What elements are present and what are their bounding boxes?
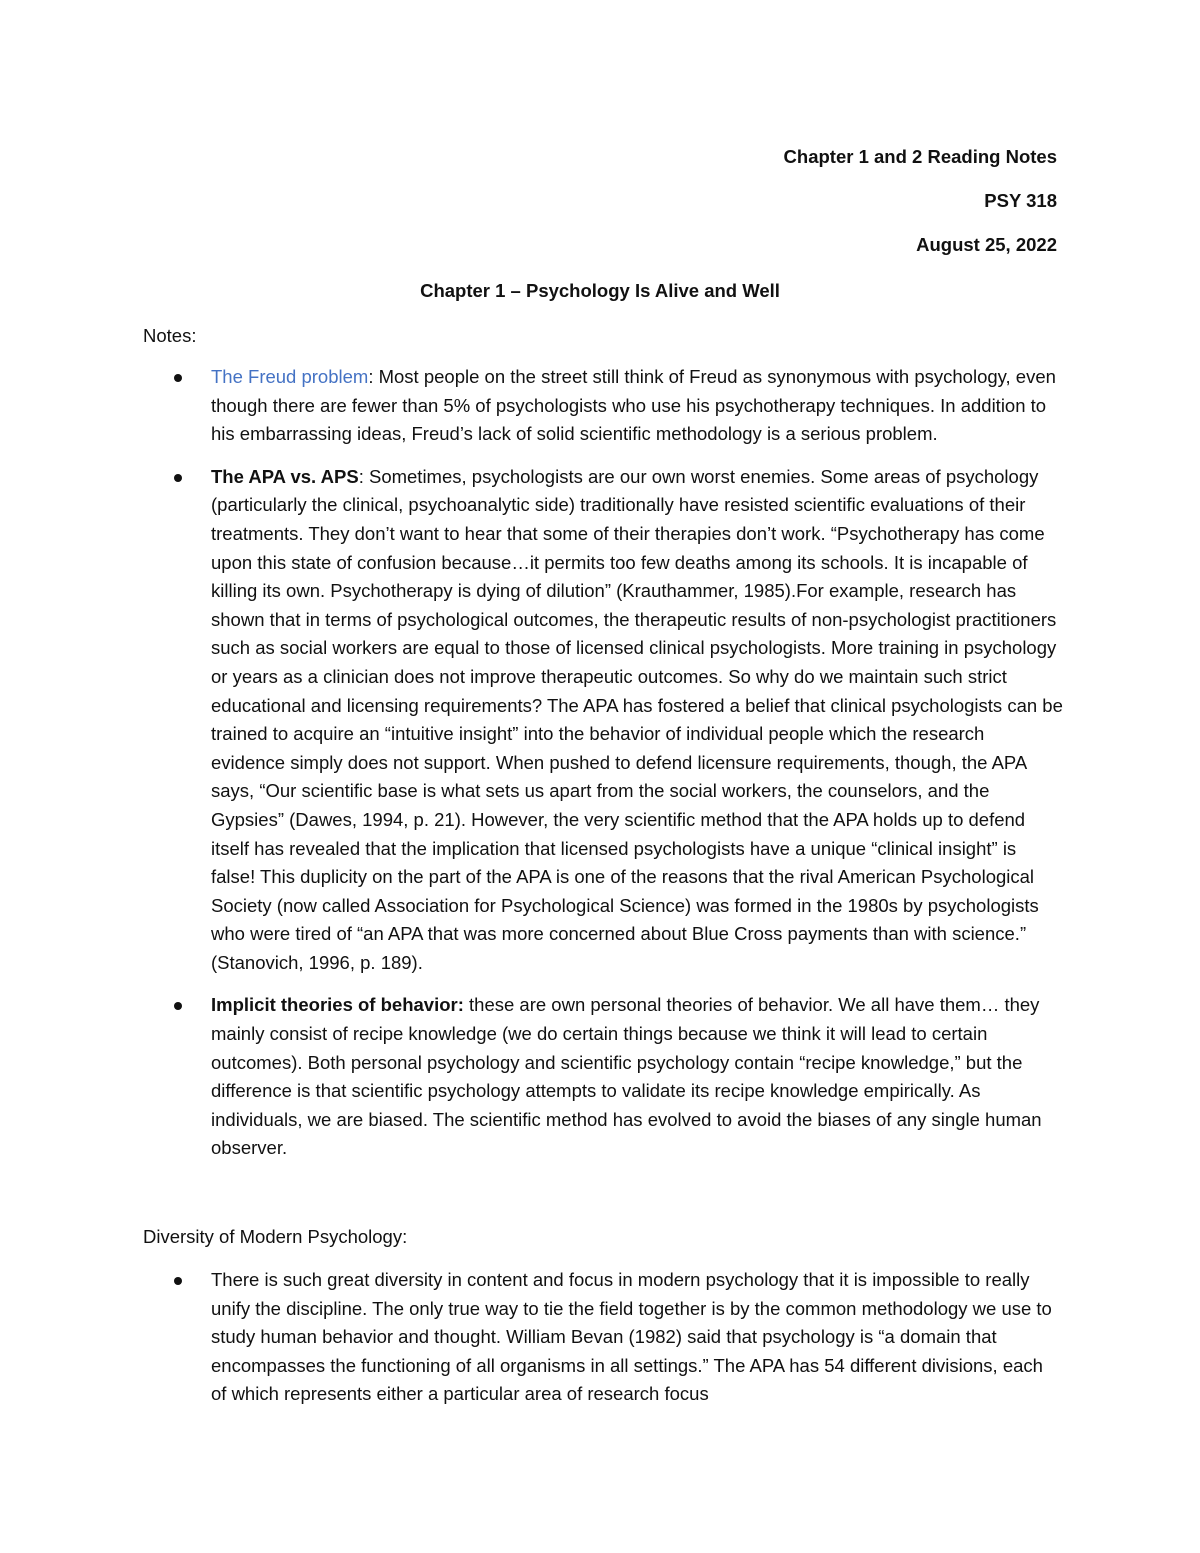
bullet-icon <box>174 474 182 482</box>
list-item-text: There is such great diversity in content and focus in modern psychology that it is impossible to really unify the discipline. The only true way to tie the field together is by the common methodology we use to study human behavior and thought. William Bevan (1982) said that psychology is “a domain that encompasses the functioning of all organisms in all settings.” The APA has 54 different divisions, each of which represents either a particular area of research focus <box>211 1269 1052 1405</box>
course-code: PSY 318 <box>984 190 1057 211</box>
apa-vs-aps-heading: The APA vs. APS <box>211 465 359 487</box>
document-header <box>784 142 1057 274</box>
list-item <box>143 1266 1063 1409</box>
document-title: Chapter 1 and 2 Reading Notes <box>783 146 1057 167</box>
notes-list <box>143 363 1063 1177</box>
list-item <box>143 463 1063 978</box>
notes-label: Notes: <box>143 325 197 346</box>
implicit-theories-heading: Implicit theories of behavior: <box>211 994 464 1016</box>
bullet-icon <box>174 374 182 382</box>
freud-problem-heading: The Freud problem <box>211 366 369 387</box>
diversity-list <box>143 1266 1063 1423</box>
list-item <box>143 363 1063 449</box>
chapter-title: Chapter 1 – Psychology Is Alive and Well <box>420 280 780 301</box>
document-date: August 25, 2022 <box>916 234 1057 255</box>
list-item-text: : Most people on the street still think of Freud as synonymous with psychology, even though there are fewer than 5% of psychologists who use his psychotherapy techniques. In addition to his embarrassing ideas, Freud’s lack of solid scientific methodology is a serious problem. <box>211 366 1056 445</box>
list-item-text: these are own personal theories of behavior. We all have them… they mainly consist of recipe knowledge (we do certain things because we think it will lead to certain outcomes). Both personal psychology and scientific psychology contain “recipe knowledge,” but the difference is that scientific psychology attempts to validate its recipe knowledge empirically. As individuals, we are biased. The scientific method has evolved to avoid the biases of any single human observer. <box>211 994 1042 1159</box>
bullet-icon <box>174 1002 182 1010</box>
diversity-label: Diversity of Modern Psychology: <box>143 1226 408 1247</box>
list-item <box>143 991 1063 1163</box>
list-item-text: : Sometimes, psychologists are our own worst enemies. Some areas of psychology (particularly the clinical, psychoanalytic side) traditionally have resisted scientific evaluations of their treatments. They don’t want to hear that some of their therapies don’t work. “Psychotherapy has come upon this state of confusion because…it permits too few deaths among its schools. It is incapable of killing its own. Psychotherapy is dying of dilution” (Krauthammer, 1985).For example, research has shown that in terms of psychological outcomes, the therapeutic results of non-psychologist practitioners such as social workers are equal to those of licensed clinical psychologists. More training in psychology or years as a clinician does not improve therapeutic outcomes. So why do we maintain such strict educational and licensing requirements? The APA has fostered a belief that clinical psychologists can be trained to acquire an “intuitive insight” into the behavior of individual people which the research evidence simply does not support. When pushed to defend licensure requirements, though, the APA says, “Our scientific base is what sets us apart from the social workers, the counselors, and the Gypsies” (Dawes, 1994, p. 21). However, the very scientific method that the APA holds up to defend itself has revealed that the implication that licensed psychologists have a unique “clinical insight” is false! This duplicity on the part of the APA is one of the reasons that the rival American Psychological Society (now called Association for Psychological Science) was formed in the 1980s by psychologists who were tired of “an APA that was more concerned about Blue Cross payments than with science.” (Stanovich, 1996, p. 189). <box>211 465 1063 973</box>
bullet-icon <box>174 1277 182 1285</box>
